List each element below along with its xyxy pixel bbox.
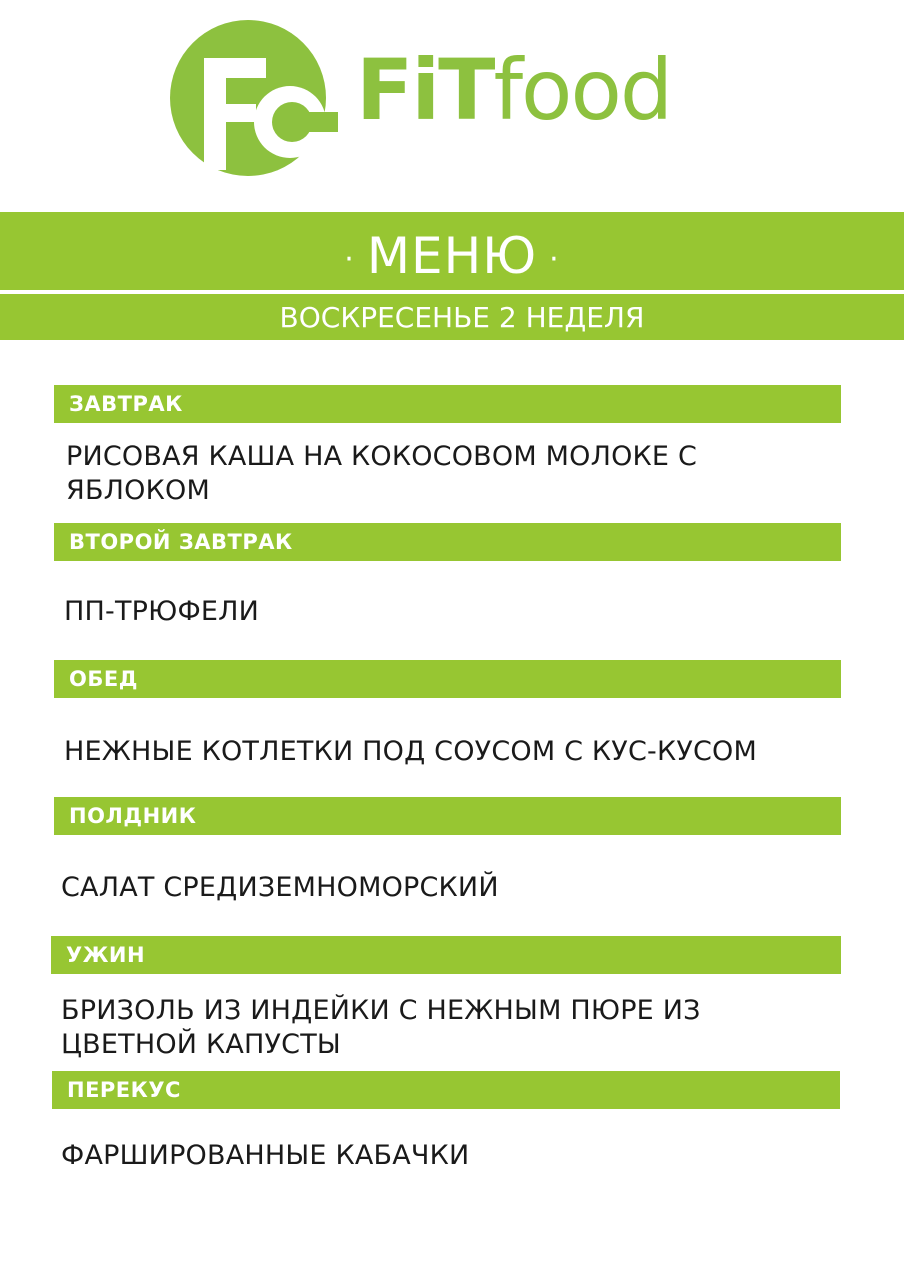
meal-dish-breakfast: РИСОВАЯ КАША НА КОКОСОВОМ МОЛОКЕ С ЯБЛОКОМ [66, 441, 698, 506]
menu-title-text: МЕНЮ [366, 227, 538, 285]
meal-label-second-breakfast: ВТОРОЙ ЗАВТРАК [54, 523, 841, 561]
meal-label-breakfast: ЗАВТРАК [54, 385, 841, 423]
meal-label-afternoon-snack: ПОЛДНИК [54, 797, 841, 835]
fc-monogram-icon [168, 18, 338, 178]
menu-banner [0, 212, 904, 340]
meal-label-lunch: ОБЕД [54, 660, 841, 698]
title-dot-left: · [344, 241, 355, 277]
brand-name-fit: FiT [356, 41, 494, 139]
meal-dish-afternoon-snack: САЛАТ СРЕДИЗЕМНОМОРСКИЙ [61, 872, 499, 903]
brand-name [356, 41, 672, 139]
banner-divider [0, 290, 904, 294]
fitfood-logo [168, 18, 672, 178]
meal-dish-second-breakfast: ПП-ТРЮФЕЛИ [64, 596, 260, 627]
brand-name-food: food [493, 41, 672, 139]
meal-dish-dinner: БРИЗОЛЬ ИЗ ИНДЕЙКИ С НЕЖНЫМ ПЮРЕ ИЗ ЦВЕТНОЙ КАПУСТЫ [61, 995, 701, 1060]
title-dot-right: · [549, 241, 560, 277]
menu-title [0, 226, 904, 290]
meal-dish-lunch: НЕЖНЫЕ КОТЛЕТКИ ПОД СОУСОМ С КУС-КУСОМ [64, 736, 757, 767]
meal-dish-snack: ФАРШИРОВАННЫЕ КАБАЧКИ [61, 1140, 470, 1171]
menu-subtitle: ВОСКРЕСЕНЬЕ 2 НЕДЕЛЯ [279, 301, 645, 334]
meal-label-dinner: УЖИН [51, 936, 841, 974]
meal-label-snack: ПЕРЕКУС [52, 1071, 840, 1109]
